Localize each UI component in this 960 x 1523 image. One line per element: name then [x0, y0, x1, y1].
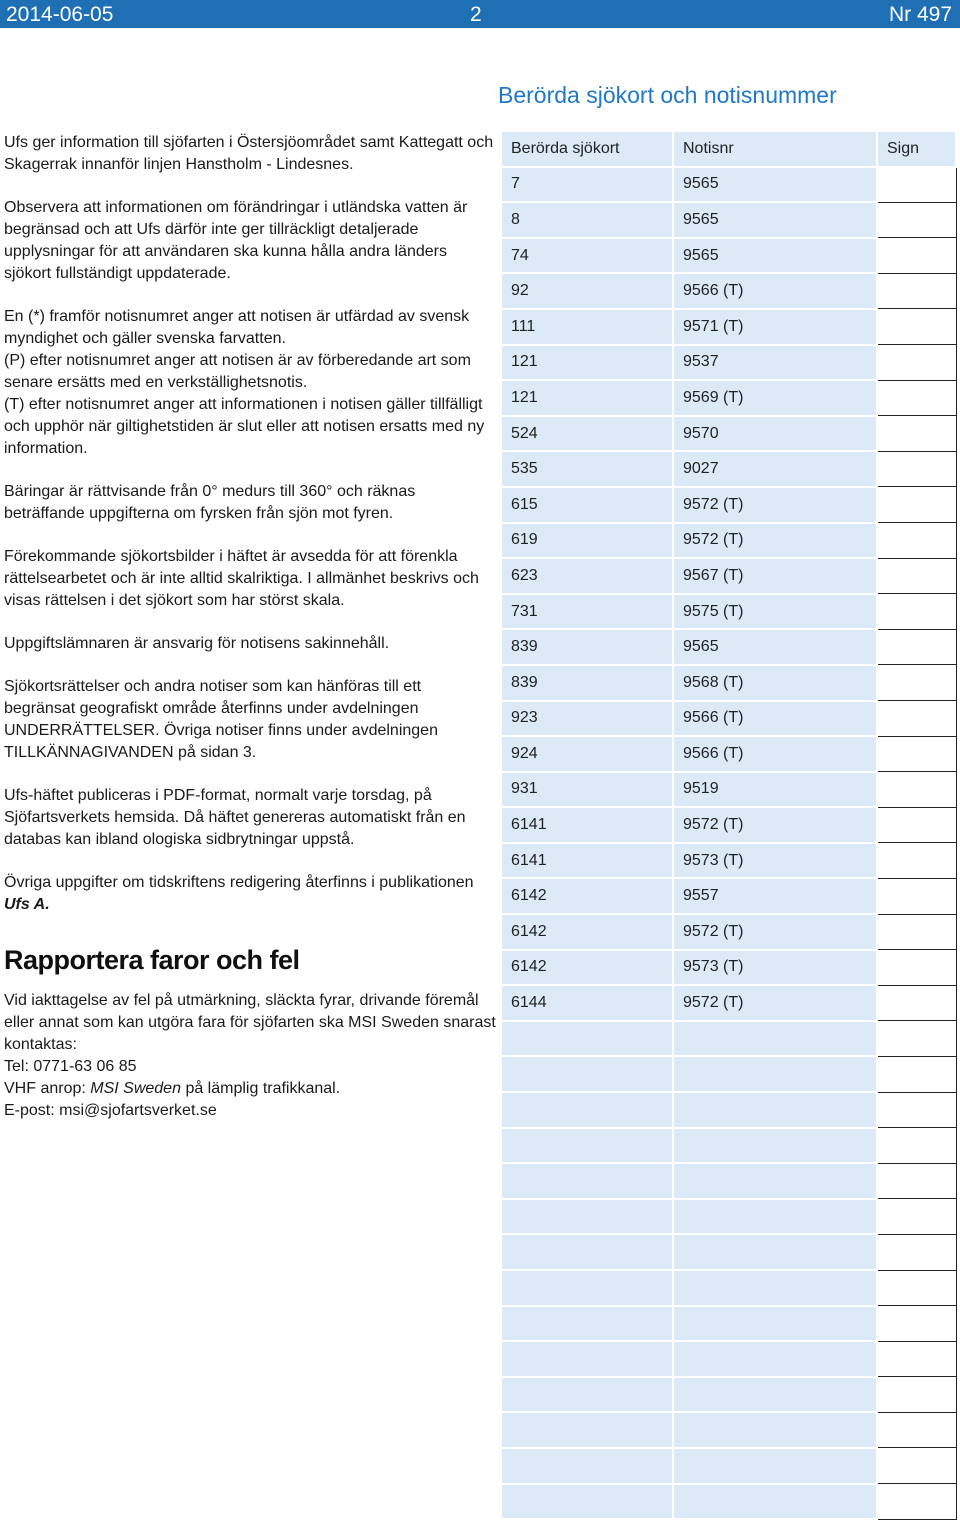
info-paragraph: (P) efter notisnumret anger att notisen är av förberedande art som senare ersätts med en verkställighetsnotis.: [4, 352, 471, 391]
table-row: [501, 950, 956, 986]
table-row: [501, 985, 956, 1021]
table-row: [501, 594, 956, 630]
table-row: [501, 1128, 956, 1164]
sign-cell[interactable]: [877, 1234, 956, 1270]
notice-number-cell: 9570: [673, 416, 877, 452]
notice-number-cell: 9557: [673, 878, 877, 914]
contact-email: E-post: msi@sjofartsverket.se: [4, 1102, 217, 1119]
table-row: [501, 1377, 956, 1413]
chart-number-cell: 931: [501, 772, 673, 808]
notice-number-cell: 9537: [673, 345, 877, 381]
notice-number-cell: 9565: [673, 238, 877, 274]
chart-number-cell: 6142: [501, 878, 673, 914]
chart-number-cell: 121: [501, 380, 673, 416]
table-row: [501, 1341, 956, 1377]
notice-number-cell: [673, 1056, 877, 1092]
chart-number-cell: [501, 1484, 673, 1520]
header-page-number: 2: [470, 3, 482, 26]
notice-number-cell: 9566 (T): [673, 273, 877, 309]
notice-number-cell: 9572 (T): [673, 807, 877, 843]
table-row: [501, 167, 956, 203]
notice-number-cell: 9566 (T): [673, 736, 877, 772]
sign-cell[interactable]: [877, 523, 956, 559]
chart-number-cell: 524: [501, 416, 673, 452]
sign-cell[interactable]: [877, 416, 956, 452]
chart-number-cell: 535: [501, 451, 673, 487]
notice-number-cell: [673, 1412, 877, 1448]
notice-number-cell: [673, 1163, 877, 1199]
table-row: [501, 629, 956, 665]
sign-cell[interactable]: [877, 629, 956, 665]
table-row: [501, 1448, 956, 1484]
header-date: 2014-06-05: [6, 3, 114, 26]
sign-cell[interactable]: [877, 843, 956, 879]
chart-number-cell: [501, 1128, 673, 1164]
sign-cell[interactable]: [877, 807, 956, 843]
table-row: [501, 523, 956, 559]
notice-number-cell: 9569 (T): [673, 380, 877, 416]
sign-cell[interactable]: [877, 1199, 956, 1235]
sign-cell[interactable]: [877, 451, 956, 487]
notice-number-cell: [673, 1448, 877, 1484]
notice-number-cell: 9566 (T): [673, 701, 877, 737]
sign-cell[interactable]: [877, 202, 956, 238]
chart-number-cell: 619: [501, 523, 673, 559]
table-row: [501, 309, 956, 345]
info-paragraph: Ufs-häftet publiceras i PDF-format, normalt varje torsdag, på Sjöfartsverkets hemsida. Då häftet genereras automatiskt från en databas kan ibland ologiska sidbrytningar uppstå.: [4, 787, 466, 848]
chart-number-cell: 111: [501, 309, 673, 345]
table-row: [501, 807, 956, 843]
sign-cell[interactable]: [877, 1448, 956, 1484]
notice-number-cell: [673, 1377, 877, 1413]
notice-number-cell: [673, 1484, 877, 1520]
notice-number-cell: [673, 1270, 877, 1306]
table-row: [501, 1234, 956, 1270]
sign-cell[interactable]: [877, 380, 956, 416]
notice-number-cell: [673, 1092, 877, 1128]
notice-number-cell: 9567 (T): [673, 558, 877, 594]
chart-number-cell: [501, 1377, 673, 1413]
column-header-sign: Sign: [877, 131, 956, 167]
sign-cell[interactable]: [877, 878, 956, 914]
sign-cell[interactable]: [877, 1484, 956, 1520]
notice-number-cell: [673, 1234, 877, 1270]
sign-cell[interactable]: [877, 1021, 956, 1057]
info-paragraph: Ufs ger information till sjöfarten i Östersjöområdet samt Kattegatt och Skagerrak innanför linjen Hanstholm - Lindesnes.: [4, 134, 494, 173]
column-header-charts: Berörda sjökort: [501, 131, 673, 167]
notice-number-cell: 9565: [673, 629, 877, 665]
sign-cell[interactable]: [877, 1163, 956, 1199]
sign-cell[interactable]: [877, 1412, 956, 1448]
contact-vhf: [4, 1078, 496, 1100]
notice-number-cell: [673, 1021, 877, 1057]
notice-number-cell: 9572 (T): [673, 914, 877, 950]
sign-cell[interactable]: [877, 594, 956, 630]
vhf-suffix: på lämplig trafikkanal.: [185, 1080, 341, 1097]
info-paragraph: Sjökortsrättelser och andra notiser som kan hänföras till ett begränsat geografiskt område återfinns under avdelningen UNDERRÄTTELSER. Övriga notiser finns under avdelningen TILLKÄNNAGIVANDEN på sidan 3.: [4, 678, 438, 761]
table-row: [501, 1270, 956, 1306]
sign-cell[interactable]: [877, 1056, 956, 1092]
chart-number-cell: 839: [501, 629, 673, 665]
publication-reference: Ufs A.: [4, 896, 50, 913]
table-row: [501, 1412, 956, 1448]
chart-number-cell: 839: [501, 665, 673, 701]
vhf-prefix: VHF anrop:: [4, 1080, 86, 1097]
notice-number-cell: [673, 1306, 877, 1342]
affected-charts-table: [500, 130, 957, 1520]
table-row: [501, 273, 956, 309]
table-row: [501, 772, 956, 808]
notice-number-cell: 9565: [673, 167, 877, 203]
chart-number-cell: [501, 1021, 673, 1057]
table-row: [501, 451, 956, 487]
chart-number-cell: 6142: [501, 914, 673, 950]
column-header-notice: Notisnr: [673, 131, 877, 167]
table-row: [501, 914, 956, 950]
publication-text: Övriga uppgifter om tidskriftens redigering återfinns i publikationen: [4, 874, 474, 891]
chart-number-cell: [501, 1163, 673, 1199]
table-row: [501, 878, 956, 914]
notice-number-cell: [673, 1199, 877, 1235]
notice-number-cell: [673, 1341, 877, 1377]
notice-number-cell: 9572 (T): [673, 487, 877, 523]
chart-number-cell: [501, 1092, 673, 1128]
header-issue: Nr 497: [888, 3, 952, 26]
page-header: [0, 0, 960, 28]
info-column: [4, 132, 496, 1122]
chart-number-cell: 924: [501, 736, 673, 772]
info-paragraph: (T) efter notisnumret anger att informationen i notisen gäller tillfälligt och upphör när giltighetstiden är slut eller att notisen ersatts med ny information.: [4, 396, 485, 457]
table-row: [501, 1199, 956, 1235]
table-row: [501, 843, 956, 879]
sign-cell[interactable]: [877, 309, 956, 345]
sign-cell[interactable]: [877, 950, 956, 986]
info-paragraph-publication: [4, 872, 496, 916]
notice-number-cell: 9575 (T): [673, 594, 877, 630]
sign-cell[interactable]: [877, 238, 956, 274]
chart-number-cell: 92: [501, 273, 673, 309]
table-row: [501, 380, 956, 416]
chart-number-cell: 623: [501, 558, 673, 594]
info-paragraph: En (*) framför notisnumret anger att notisen är utfärdad av svensk myndighet och gäller svenska farvatten.: [4, 308, 470, 347]
sign-cell[interactable]: [877, 772, 956, 808]
chart-number-cell: 6141: [501, 843, 673, 879]
sign-cell[interactable]: [877, 1377, 956, 1413]
table-row: [501, 1163, 956, 1199]
sign-cell[interactable]: [877, 1092, 956, 1128]
contact-block: [4, 990, 496, 1122]
chart-number-cell: 7: [501, 167, 673, 203]
table-row: [501, 558, 956, 594]
sign-cell[interactable]: [877, 1270, 956, 1306]
table-row: [501, 202, 956, 238]
table-row: [501, 701, 956, 737]
chart-number-cell: 6144: [501, 985, 673, 1021]
sign-cell[interactable]: [877, 1128, 956, 1164]
sign-cell[interactable]: [877, 914, 956, 950]
notice-number-cell: 9573 (T): [673, 843, 877, 879]
table-row: [501, 1056, 956, 1092]
notice-number-cell: 9572 (T): [673, 523, 877, 559]
sign-cell[interactable]: [877, 1341, 956, 1377]
sign-cell[interactable]: [877, 487, 956, 523]
table-row: [501, 1484, 956, 1520]
table-header-row: [501, 131, 956, 167]
vhf-call-sign: MSI Sweden: [90, 1080, 181, 1097]
table-row: [501, 238, 956, 274]
table-row: [501, 665, 956, 701]
chart-number-cell: 74: [501, 238, 673, 274]
sign-cell[interactable]: [877, 736, 956, 772]
chart-number-cell: [501, 1199, 673, 1235]
chart-number-cell: [501, 1056, 673, 1092]
chart-number-cell: 6141: [501, 807, 673, 843]
table-row: [501, 416, 956, 452]
table-row: [501, 1306, 956, 1342]
table-row: [501, 487, 956, 523]
chart-table-title: Berörda sjökort och notisnummer: [498, 82, 837, 108]
table-row: [501, 1092, 956, 1128]
info-paragraph: Förekommande sjökortsbilder i häftet är avsedda för att förenkla rättelsearbetet och är inte alltid skalriktiga. I allmänhet beskrivs och visas rättelsen i det sjökort som har störst skala.: [4, 548, 479, 609]
chart-number-cell: [501, 1448, 673, 1484]
sign-cell[interactable]: [877, 345, 956, 381]
chart-number-cell: 8: [501, 202, 673, 238]
notice-number-cell: [673, 1128, 877, 1164]
chart-number-cell: 923: [501, 701, 673, 737]
notice-number-cell: 9573 (T): [673, 950, 877, 986]
sign-cell[interactable]: [877, 273, 956, 309]
chart-number-cell: [501, 1341, 673, 1377]
notice-number-cell: 9519: [673, 772, 877, 808]
notice-number-cell: 9571 (T): [673, 309, 877, 345]
info-paragraph: Uppgiftslämnaren är ansvarig för notisens sakinnehåll.: [4, 635, 390, 652]
notice-number-cell: 9572 (T): [673, 985, 877, 1021]
sign-cell[interactable]: [877, 665, 956, 701]
contact-intro: Vid iakttagelse av fel på utmärkning, släckta fyrar, drivande föremål eller annat som kan utgöra fara för sjöfarten ska MSI Sweden snarast kontaktas:: [4, 992, 496, 1053]
sign-cell[interactable]: [877, 558, 956, 594]
table-row: [501, 736, 956, 772]
chart-number-cell: [501, 1306, 673, 1342]
chart-number-cell: [501, 1234, 673, 1270]
chart-number-cell: [501, 1412, 673, 1448]
sign-cell[interactable]: [877, 1306, 956, 1342]
notice-number-cell: 9565: [673, 202, 877, 238]
chart-number-cell: 731: [501, 594, 673, 630]
info-paragraph: Observera att informationen om förändringar i utländska vatten är begränsad och att Ufs därför inte ger tillräckligt detaljerade upplysningar för att användaren ska kunna hålla andra länders sjökort fullständigt uppdaterade.: [4, 199, 468, 282]
notice-number-cell: 9027: [673, 451, 877, 487]
chart-number-cell: 121: [501, 345, 673, 381]
sign-cell[interactable]: [877, 985, 956, 1021]
table-row: [501, 345, 956, 381]
chart-number-cell: 615: [501, 487, 673, 523]
sign-cell[interactable]: [877, 701, 956, 737]
table-row: [501, 1021, 956, 1057]
contact-phone: Tel: 0771-63 06 85: [4, 1058, 137, 1075]
sign-cell[interactable]: [877, 167, 956, 203]
info-paragraph: Bäringar är rättvisande från 0° medurs till 360° och räknas beträffande uppgifterna om fyrsken från sjön mot fyren.: [4, 483, 416, 522]
chart-number-cell: [501, 1270, 673, 1306]
report-heading: Rapportera faror och fel: [4, 945, 300, 975]
notice-number-cell: 9568 (T): [673, 665, 877, 701]
chart-number-cell: 6142: [501, 950, 673, 986]
